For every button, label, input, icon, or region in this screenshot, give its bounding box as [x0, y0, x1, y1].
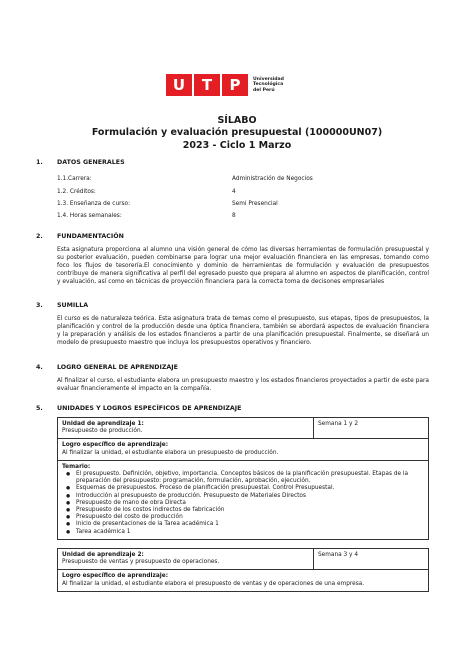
sumilla-text: El curso es de naturaleza teórica. Esta asignatura trata de temas como el presupuesto, sus etapas, tipos de presupuestos, la planificación y control de la producción desde una óptica financiera, también se abordará aspectos de evaluación financiera y la preparación y análisis de los estados financieros a partir de una planificación presupuestal. Finalmente, se diseñará un modelo de presupuesto maestro que incluya los presupuestos operativos y financiero. — [57, 316, 429, 346]
section-title: LOGRO GENERAL DE APRENDIZAJE — [57, 364, 178, 371]
logo-university-name — [253, 77, 284, 93]
unit-1-heading: Unidad de aprendizaje 1: — [62, 421, 144, 427]
temario-item: ● El presupuesto. Definición, objetivo, importancia. Conceptos básicos de la planificación presupuestal. Etapas de la preparación del presupuesto: programación, formulación, aprobación, ejecución. — [66, 471, 424, 485]
logo-line-3: del Perú — [253, 87, 275, 93]
section-number: 3. — [36, 302, 43, 309]
unit-1-title-cell — [58, 418, 313, 438]
unit-1-header-row — [58, 418, 428, 439]
temario-item: ● Presupuesto de los costos indirectos de fabricación — [66, 507, 424, 514]
temario-item: ● Introducción al presupuesto de producción. Presupuesto de Materiales Directos — [66, 493, 424, 500]
field-label: 1.3. Enseñanza de curso: — [57, 201, 131, 207]
field-value: 8 — [232, 213, 236, 219]
logo-letter-t: T — [194, 74, 220, 96]
unit-1-weeks: Semana 1 y 2 — [313, 418, 428, 438]
unit-1-table — [57, 417, 429, 540]
section-title: DATOS GENERALES — [57, 159, 125, 166]
unit-1-logro-row — [58, 439, 428, 460]
temario-item: ● Presupuesto del costo de producción — [66, 514, 424, 521]
course-term: 2023 - Ciclo 1 Marzo — [182, 140, 292, 151]
section-heading-unidades — [36, 405, 241, 412]
temario-item: ● Inicio de presentaciones de la Tarea académica 1 — [66, 521, 424, 528]
field-label: 1.2. Créditos: — [57, 189, 96, 195]
unit-2-logro-row — [58, 570, 428, 590]
unit-2-logro-label: Logro específico de aprendizaje: — [62, 573, 169, 580]
unit-1-logro-cell — [58, 439, 428, 459]
temario-item: ● Esquemas de presupuestos. Proceso de planificación presupuestal. Control Presupuestal. — [66, 485, 424, 492]
unit-2-table — [57, 548, 429, 592]
unit-1-temario-cell — [58, 461, 428, 539]
section-heading-fundamentacion — [36, 233, 124, 240]
logo-line-1: Universidad — [253, 76, 284, 82]
section-number: 5. — [36, 405, 43, 412]
section-number: 4. — [36, 364, 43, 371]
logo-letter-u: U — [166, 74, 192, 96]
field-label: 1.1.Carrera: — [57, 176, 92, 182]
section-heading-sumilla — [36, 302, 88, 309]
field-value: 4 — [232, 189, 236, 195]
unit-1-logro-text: Al finalizar la unidad, el estudiante elabora un presupuesto de producción. — [62, 449, 279, 456]
section-heading-logro-general — [36, 364, 178, 371]
unit-1-temario-row — [58, 461, 428, 539]
unit-2-logro-text: Al finalizar la unidad, el estudiante elabora el presupuesto de ventas y de operaciones de una empresa. — [62, 580, 365, 587]
section-number: 1. — [36, 159, 43, 166]
field-value: Semi Presencial — [232, 201, 278, 207]
unit-1-temario-label: Temario: — [62, 463, 91, 470]
section-title: SUMILLA — [57, 302, 89, 309]
section-title: UNIDADES Y LOGROS ESPECÍFICOS DE APRENDIZAJE — [57, 405, 242, 412]
unit-2-title-cell — [58, 549, 313, 569]
section-heading-datos-generales — [36, 159, 125, 166]
document-title: SÍLABO — [217, 115, 257, 126]
unit-1-name: Presupuesto de producción. — [62, 428, 143, 435]
field-value: Administración de Negocios — [232, 176, 313, 182]
unit-1-temario-list — [62, 471, 424, 536]
temario-item: ● Tarea académica 1 — [66, 529, 424, 536]
unit-2-heading: Unidad de aprendizaje 2: — [62, 552, 144, 558]
section-title: FUNDAMENTACIÓN — [57, 233, 124, 240]
unit-2-name: Presupuesto de ventas y presupuesto de operaciones. — [62, 559, 220, 566]
fundamentacion-text: Esta asignatura proporciona al alumno una visión general de cómo las diversas herramientas de formulación presupuestal y su posterior evaluación, pueden combinarse para lograr una mejor evaluación financiera en las empresas, tomando como foco los flujos de tesorería.El conocimiento y dominio de herramientas de formulación y evaluación de presupuestos contribuye de manera significativa al perfil del egresado puesto que prepara al alumno en aspectos de planificación, control y evaluación, así como en técnicas de proyección financiera para la correcta toma de decisones empresariales — [57, 247, 429, 285]
field-label: 1.4. Horas semanales: — [57, 213, 122, 219]
course-title: Formulación y evaluación presupuestal (100000UN07) — [91, 127, 383, 138]
unit-1-logro-label: Logro específico de aprendizaje: — [62, 442, 169, 449]
logo-letter-p: P — [222, 74, 248, 96]
section-number: 2. — [36, 233, 43, 240]
utp-logo — [166, 73, 284, 97]
logro-general-text: Al finalizar el curso, el estudiante elabora un presupuesto maestro y los estados financieros proyectados a partir de este para evaluar financieramente el impacto en la compañía. — [57, 378, 429, 392]
unit-2-weeks: Semana 3 y 4 — [313, 549, 428, 569]
temario-item: ● Presupuesto de mano de obra Directa — [66, 500, 424, 507]
unit-2-header-row — [58, 549, 428, 570]
unit-2-logro-cell — [58, 570, 428, 590]
logo-line-2: Tecnológica — [253, 82, 284, 88]
